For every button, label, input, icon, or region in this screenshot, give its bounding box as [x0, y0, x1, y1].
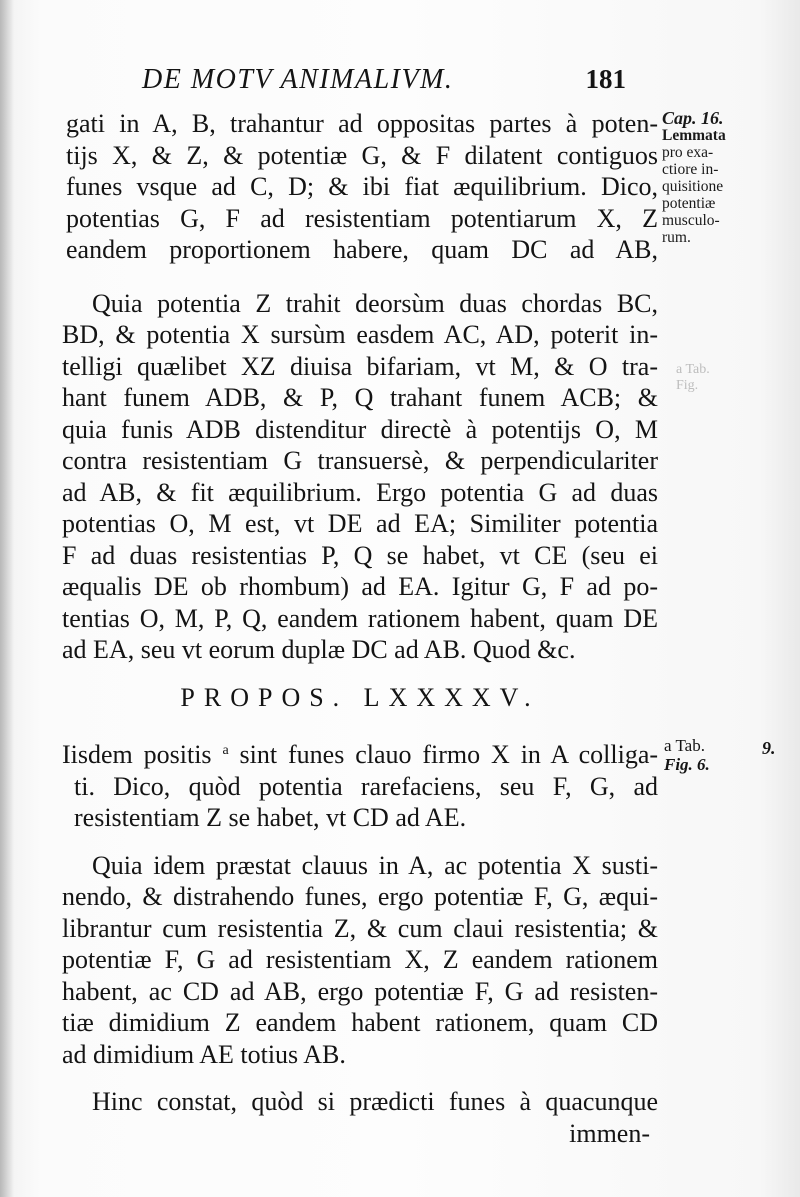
text-line: quia funis ADB distenditur directè à potentijs O, M	[62, 414, 658, 444]
paragraph-4	[62, 850, 658, 1071]
bleed-through-text	[676, 362, 710, 394]
figure-ref-number: 9.	[762, 738, 776, 758]
figure-ref-table: a Tab.	[664, 736, 705, 755]
text-line: hant funem ADB, & P, Q trahant funem ACB; &	[62, 383, 658, 412]
text-line	[62, 735, 658, 771]
text-line: Quia idem præstat clauus in A, ac potentia X susti-	[92, 850, 658, 880]
text-line: æqualis DE ob rhombum) ad EA. Igitur G, F ad po-	[62, 572, 658, 601]
text-line: telligi quælibet XZ diuisa bifariam, vt M, & O tra-	[62, 351, 658, 381]
running-title: DE MOTV ANIMALIVM.	[142, 64, 454, 95]
text-fragment: sint funes clauo firmo X in A colliga-	[228, 740, 659, 769]
text-line: nendo, & distrahendo funes, ergo potentiæ F, G, æqui-	[62, 882, 658, 911]
text-line: ad dimidium AE totius AB.	[62, 1039, 346, 1069]
paragraph-3	[62, 735, 658, 834]
paragraph-1	[62, 108, 658, 266]
text-line: Hinc constat, quòd si prædicti funes à quacunque	[92, 1087, 658, 1116]
margin-note-chapter: Cap. 16.	[662, 108, 724, 128]
text-line: ad EA, seu vt eorum duplæ DC ad AB. Quod &c.	[62, 635, 576, 664]
text-line: tijs X, & Z, & potentiæ G, & F dilatent contiguos	[66, 140, 658, 170]
margin-note-line: pro exa-	[662, 144, 714, 161]
running-head	[142, 64, 632, 104]
text-line: potentiæ F, G ad resistentiam X, Z eandem rationem	[62, 945, 658, 974]
text-line: habent, ac CD ad AB, ergo potentiæ F, G ad resisten-	[62, 976, 658, 1006]
text-line: resistentiam Z se habet, vt CD ad AE.	[74, 803, 467, 832]
text-line: F ad duas resistentias P, Q se habet, vt CE (seu ei	[62, 540, 658, 570]
margin-note-line: Lemmata	[662, 127, 726, 144]
text-line: BD, & potentia X sursùm easdem AC, AD, poterit in-	[62, 320, 658, 349]
paragraph-5	[62, 1086, 658, 1118]
gutter-shadow	[0, 0, 14, 1197]
text-line: ad AB, & fit æquilibrium. Ergo potentia G ad duas	[62, 477, 658, 507]
text-line: gati in A, B, trahantur ad oppositas partes à poten-	[66, 109, 658, 138]
text-line: ti. Dico, quòd potentia rarefaciens, seu F, G, ad	[74, 771, 658, 801]
margin-note-line: musculo-	[662, 212, 720, 229]
figure-ref-figure: Fig. 6.	[664, 755, 710, 774]
margin-note-line: quisitione	[662, 178, 724, 195]
text-line: tentias O, M, P, Q, eandem rationem habent, quam DE	[62, 603, 658, 633]
footnote-marker: a	[222, 743, 229, 758]
text-line: contra resistentiam G transuersè, & perpendiculariter	[62, 446, 658, 475]
text-line: potentias O, M est, vt DE ad EA; Similiter potentia	[62, 509, 658, 538]
bleed-through-line: Fig.	[676, 378, 699, 393]
page-number: 181	[585, 64, 626, 94]
proposition-heading: PROPOS. LXXXXV.	[180, 682, 540, 712]
catchword: immen-	[569, 1118, 650, 1148]
margin-note-line: rum.	[662, 229, 691, 246]
margin-note-figure-reference	[664, 736, 710, 774]
text-line: librantur cum resistentia Z, & cum claui resistentia; &	[62, 913, 658, 943]
text-line: funes vsque ad C, D; & ibi fiat æquilibrium. Dico,	[66, 172, 658, 201]
margin-note-line: ctiore in-	[662, 161, 719, 178]
paragraph-2	[62, 288, 658, 666]
text-line: Quia potentia Z trahit deorsùm duas chordas BC,	[92, 288, 658, 318]
text-line: tiæ dimidium Z eandem habent rationem, quam CD	[62, 1008, 658, 1037]
text-fragment: Iisdem positis	[62, 740, 223, 769]
main-text-block	[62, 108, 658, 1149]
margin-note-lemmata	[662, 110, 772, 246]
text-line: potentias G, F ad resistentiam potentiarum X, Z	[66, 203, 658, 233]
bleed-through-line: a Tab.	[676, 362, 710, 377]
margin-note-line: potentiæ	[662, 195, 716, 212]
text-line: eandem proportionem habere, quam DC ad AB,	[66, 235, 658, 264]
